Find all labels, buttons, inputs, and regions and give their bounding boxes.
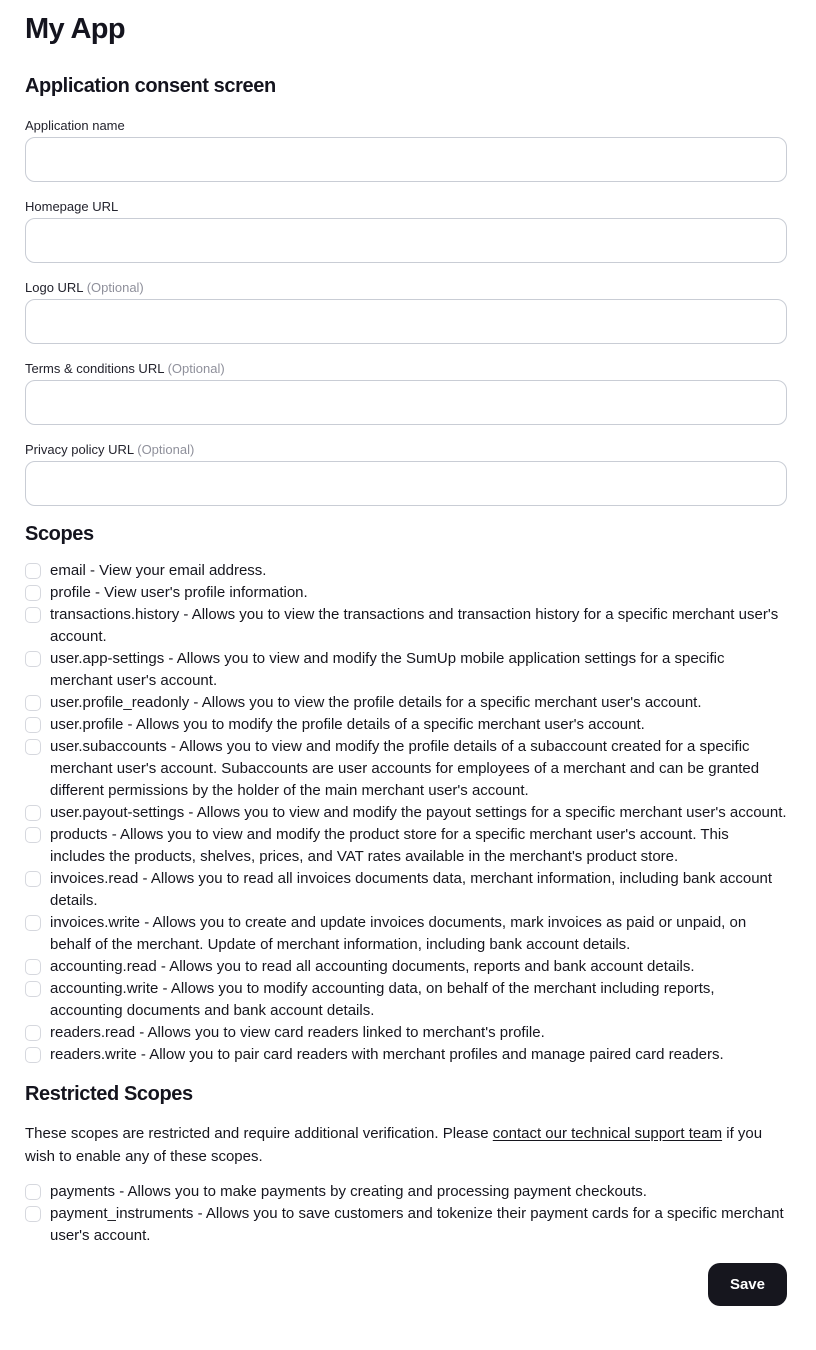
scope-checkbox-email[interactable] [25,563,41,579]
privacy-url-optional-text: (Optional) [137,442,195,457]
homepage-url-input[interactable] [25,218,787,263]
scope-label: user.profile - Allows you to modify the profile details of a specific merchant user's account. [50,716,645,733]
scope-label: invoices.write - Allows you to create and update invoices documents, mark invoices as paid or unpaid, on behalf of the merchant. Update of merchant information, including bank account details. [50,914,747,953]
application-name-label [25,117,787,134]
restricted-scopes-heading: Restricted Scopes [25,1083,193,1105]
consent-section [25,74,787,506]
scope-label: user.subaccounts - Allows you to view and modify the profile details of a subaccount created for a specific merchant user's account. Subaccounts are user accounts for employees of a merchant and can be granted different permissions by the holder of the main merchant user's account. [50,738,760,799]
scope-item-readers-write [25,1044,787,1066]
scope-item-user-subaccounts [25,736,787,802]
scope-item-user-app-settings [25,648,787,692]
logo-url-input[interactable] [25,299,787,344]
scope-label: user.profile_readonly - Allows you to view the profile details for a specific merchant user's account. [50,694,702,711]
terms-url-label [25,360,787,377]
scope-label: readers.write - Allow you to pair card readers with merchant profiles and manage paired card readers. [50,1046,724,1063]
scope-checkbox-readers-read[interactable] [25,1025,41,1041]
scope-item-profile [25,582,787,604]
restricted-note-before: These scopes are restricted and require additional verification. Please [25,1125,493,1142]
scope-checkbox-invoices-read[interactable] [25,871,41,887]
privacy-url-input[interactable] [25,461,787,506]
scope-checkbox-user-app-settings[interactable] [25,651,41,667]
scope-item-user-profile-readonly [25,692,787,714]
scopes-list [25,560,787,1066]
page-title: My App [25,13,126,45]
scope-checkbox-payment-instruments[interactable] [25,1206,41,1222]
scope-label: invoices.read - Allows you to read all invoices documents data, merchant information, including bank account details. [50,870,773,909]
scope-checkbox-transactions-history[interactable] [25,607,41,623]
scopes-heading: Scopes [25,523,94,545]
homepage-url-label [25,198,787,215]
save-button[interactable]: Save [708,1263,787,1306]
scope-checkbox-user-subaccounts[interactable] [25,739,41,755]
application-name-input[interactable] [25,137,787,182]
field-privacy-url [25,441,787,506]
terms-url-optional-text: (Optional) [167,361,225,376]
scope-checkbox-products[interactable] [25,827,41,843]
scope-checkbox-profile[interactable] [25,585,41,601]
form-actions [25,1263,787,1306]
field-application-name [25,117,787,182]
field-homepage-url [25,198,787,263]
consent-heading: Application consent screen [25,75,276,97]
scope-label: products - Allows you to view and modify the product store for a specific merchant user's account. This includes the products, shelves, prices, and VAT rates available in the merchant's product store. [50,826,729,865]
terms-url-input[interactable] [25,380,787,425]
logo-url-optional-text: (Optional) [86,280,144,295]
terms-url-label-text: Terms & conditions URL [25,361,164,376]
scope-item-readers-read [25,1022,787,1044]
field-logo-url [25,279,787,344]
scopes-section [25,522,787,1066]
support-link[interactable]: contact our technical support team [492,1125,723,1142]
scope-checkbox-readers-write[interactable] [25,1047,41,1063]
scope-checkbox-accounting-read[interactable] [25,959,41,975]
scope-label: profile - View user's profile information. [50,584,308,601]
scope-label: readers.read - Allows you to view card readers linked to merchant's profile. [50,1024,545,1041]
scope-label: email - View your email address. [50,562,267,579]
scope-checkbox-user-profile[interactable] [25,717,41,733]
application-name-label-text: Application name [25,118,125,133]
scope-checkbox-accounting-write[interactable] [25,981,41,997]
scope-checkbox-user-profile-readonly[interactable] [25,695,41,711]
restricted-note [25,1122,787,1168]
scope-item-accounting-write [25,978,787,1022]
scope-checkbox-invoices-write[interactable] [25,915,41,931]
logo-url-label [25,279,787,296]
scope-item-invoices-write [25,912,787,956]
scope-label: transactions.history - Allows you to view the transactions and transaction history for a specific merchant user's account. [50,606,779,645]
scope-item-payments [25,1181,787,1203]
field-terms-url [25,360,787,425]
homepage-url-label-text: Homepage URL [25,199,119,214]
scope-checkbox-user-payout-settings[interactable] [25,805,41,821]
scope-item-invoices-read [25,868,787,912]
scope-item-user-profile [25,714,787,736]
scope-label: payment_instruments - Allows you to save customers and tokenize their payment cards for a specific merchant user's account. [50,1205,784,1244]
scope-checkbox-payments[interactable] [25,1184,41,1200]
scope-label: payments - Allows you to make payments by creating and processing payment checkouts. [50,1183,647,1200]
scope-item-email [25,560,787,582]
scope-label: user.app-settings - Allows you to view and modify the SumUp mobile application settings for a specific merchant user's account. [50,650,725,689]
scope-item-user-payout-settings [25,802,787,824]
privacy-url-label [25,441,787,458]
scope-item-products [25,824,787,868]
privacy-url-label-text: Privacy policy URL [25,442,134,457]
logo-url-label-text: Logo URL [25,280,84,295]
scope-item-transactions-history [25,604,787,648]
restricted-scopes-list [25,1181,787,1247]
scope-label: user.payout-settings - Allows you to view and modify the payout settings for a specific merchant user's account. [50,804,787,821]
scope-label: accounting.write - Allows you to modify accounting data, on behalf of the merchant including reports, accounting documents and bank account details. [50,980,715,1019]
scope-item-payment-instruments [25,1203,787,1247]
scope-label: accounting.read - Allows you to read all accounting documents, reports and bank account details. [50,958,695,975]
restricted-note-after: if you wish to enable any of these scopes. [25,1125,763,1165]
restricted-scopes-section [25,1082,787,1247]
scope-item-accounting-read [25,956,787,978]
